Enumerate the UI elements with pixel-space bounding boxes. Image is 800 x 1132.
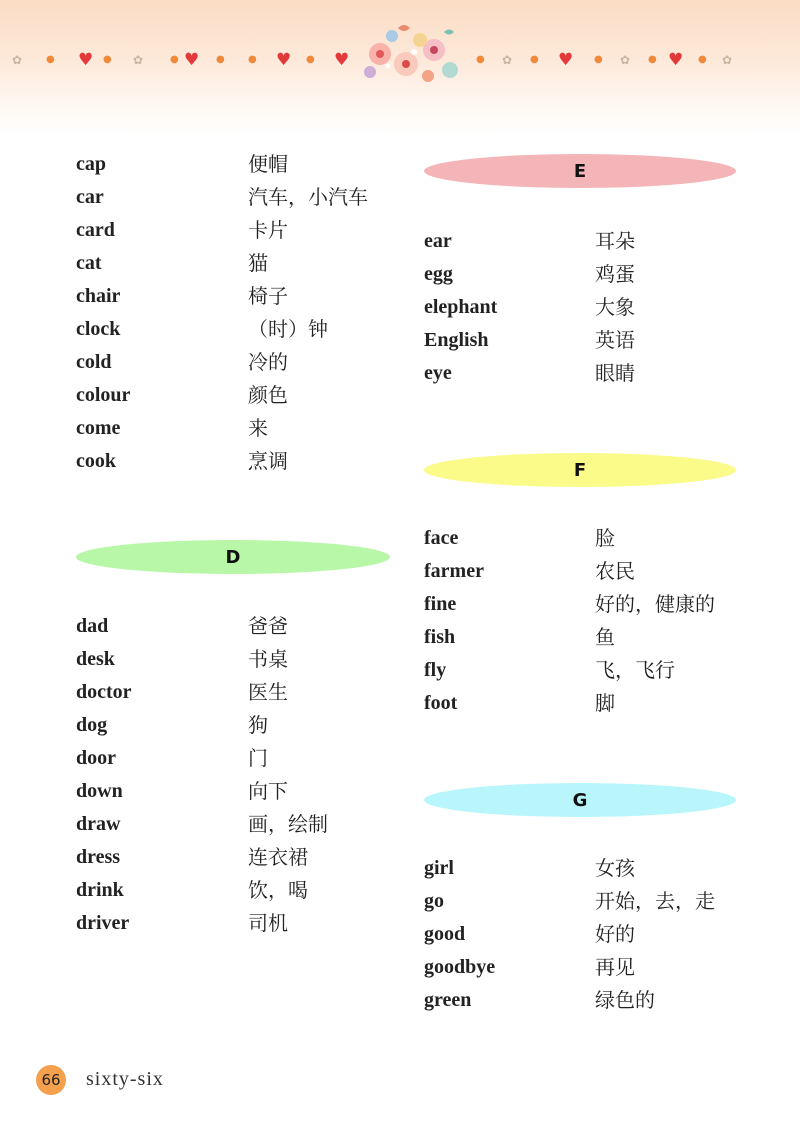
chinese-meaning: 卡片 [248,218,288,242]
english-word: girl [424,857,454,879]
english-word: come [76,417,121,439]
chinese-meaning: 猫 [248,251,268,275]
heart-icon: ♥ [276,50,292,70]
letter-e-banner [424,154,736,188]
flower-icon: ✿ [12,53,23,67]
flower-bouquet-icon [358,20,464,86]
vocab-entry [424,955,754,988]
header-band [0,0,800,135]
page-number-badge: 66 [36,1065,66,1095]
vocab-entry [424,592,754,625]
chinese-meaning: 向下 [248,779,288,803]
chinese-meaning: 颜色 [248,383,288,407]
english-word: face [424,527,459,549]
letter-g-label: G [572,789,588,811]
english-word: ear [424,230,452,252]
english-word: good [424,923,466,945]
chinese-meaning: 书桌 [248,647,288,671]
vocab-entry [76,350,406,383]
vocab-entry [76,185,406,218]
chinese-meaning: 门 [248,746,268,770]
vocab-entry [424,625,754,658]
chinese-meaning: 狗 [248,713,268,737]
english-word: desk [76,648,115,670]
flower-icon: ✿ [620,53,631,67]
f-word-list [424,526,754,724]
english-word: driver [76,912,130,934]
vocab-entry [76,680,406,713]
english-word: egg [424,263,453,285]
english-word: colour [76,384,131,406]
letter-e-label: E [573,160,587,182]
dot-icon: ● [103,54,112,65]
vocab-entry [76,878,406,911]
vocab-entry [76,845,406,878]
chinese-meaning: 爸爸 [248,614,288,638]
vocab-entry [76,911,406,944]
vocab-entry [424,328,754,361]
vocab-entry [424,295,754,328]
vocab-entry [76,251,406,284]
chinese-meaning: 脚 [595,691,615,715]
dot-icon: ● [248,54,257,65]
g-word-list [424,856,754,1021]
vocab-entry [76,218,406,251]
page-number-words: sixty-six [86,1068,164,1090]
flower-icon: ✿ [722,53,733,67]
dot-icon: ● [46,54,55,65]
vocab-entry [76,317,406,350]
chinese-meaning: 再见 [595,955,635,979]
chinese-meaning: 饮，喝 [248,878,308,902]
english-word: fine [424,593,457,615]
chinese-meaning: 耳朵 [595,229,635,253]
chinese-meaning: （时）钟 [248,317,328,341]
english-word: draw [76,813,121,835]
flower-icon: ✿ [133,53,144,67]
vocab-entry [76,746,406,779]
chinese-meaning: 烹调 [248,449,288,473]
english-word: eye [424,362,452,384]
chinese-meaning: 脸 [595,526,615,550]
chinese-meaning: 来 [248,416,268,440]
heart-icon: ♥ [558,50,574,70]
dot-icon: ● [648,54,657,65]
chinese-meaning: 连衣裙 [248,845,308,869]
english-word: English [424,329,489,351]
vocab-entry [424,922,754,955]
chinese-meaning: 眼睛 [595,361,635,385]
letter-d-banner [76,540,390,574]
dot-icon: ● [530,54,539,65]
english-word: car [76,186,104,208]
chinese-meaning: 医生 [248,680,288,704]
english-word: dog [76,714,108,736]
heart-icon: ♥ [668,50,684,70]
chinese-meaning: 绿色的 [595,988,655,1012]
vocab-entry [76,284,406,317]
english-word: cook [76,450,116,472]
d-word-list [76,614,406,944]
dot-icon: ● [476,54,485,65]
vocab-entry [424,856,754,889]
english-word: door [76,747,116,769]
vocab-entry [76,152,406,185]
english-word: chair [76,285,121,307]
english-word: fish [424,626,456,648]
vocab-entry [76,449,406,482]
vocab-entry [424,658,754,691]
english-word: go [424,890,444,912]
chinese-meaning: 开始，去，走 [595,889,715,913]
chinese-meaning: 鸡蛋 [595,262,635,286]
english-word: dad [76,615,109,637]
chinese-meaning: 鱼 [595,625,615,649]
chinese-meaning: 汽车，小汽车 [248,185,368,209]
chinese-meaning: 好的，健康的 [595,592,715,616]
chinese-meaning: 便帽 [248,152,288,176]
english-word: down [76,780,123,802]
dot-icon: ● [306,54,315,65]
vocab-entry [424,889,754,922]
dot-icon: ● [698,54,707,65]
english-word: farmer [424,560,484,582]
letter-f-label: F [573,459,587,481]
dot-icon: ● [594,54,603,65]
english-word: cap [76,153,106,175]
dot-icon: ● [216,54,225,65]
english-word: drink [76,879,124,901]
chinese-meaning: 好的 [595,922,635,946]
letter-d-label: D [225,546,241,568]
chinese-meaning: 农民 [595,559,635,583]
letter-f-banner [424,453,736,487]
chinese-meaning: 飞，飞行 [595,658,675,682]
vocab-entry [76,647,406,680]
vocab-entry [76,416,406,449]
vocab-entry [76,614,406,647]
c-word-list [76,152,406,482]
vocab-entry [76,383,406,416]
vocab-entry [424,559,754,592]
english-word: fly [424,659,447,681]
vocab-entry [424,691,754,724]
english-word: doctor [76,681,132,703]
english-word: foot [424,692,458,714]
e-word-list [424,229,754,394]
vocab-entry [424,988,754,1021]
chinese-meaning: 司机 [248,911,288,935]
heart-icon: ♥ [334,50,350,70]
vocab-entry [424,526,754,559]
heart-icon: ♥ [78,50,94,70]
vocab-entry [76,779,406,812]
vocab-entry [76,812,406,845]
heart-icon: ♥ [184,50,200,70]
chinese-meaning: 英语 [595,328,635,352]
english-word: dress [76,846,121,868]
letter-g-banner [424,783,736,817]
vocab-entry [424,361,754,394]
vocab-entry [424,262,754,295]
flower-icon: ✿ [502,53,513,67]
english-word: clock [76,318,121,340]
dot-icon: ● [170,54,179,65]
chinese-meaning: 椅子 [248,284,288,308]
english-word: cold [76,351,112,373]
english-word: elephant [424,296,498,318]
chinese-meaning: 画，绘制 [248,812,328,836]
chinese-meaning: 冷的 [248,350,288,374]
vocab-entry [424,229,754,262]
english-word: goodbye [424,956,496,978]
english-word: card [76,219,115,241]
english-word: green [424,989,472,1011]
english-word: cat [76,252,102,274]
chinese-meaning: 女孩 [595,856,635,880]
vocab-entry [76,713,406,746]
chinese-meaning: 大象 [595,295,635,319]
